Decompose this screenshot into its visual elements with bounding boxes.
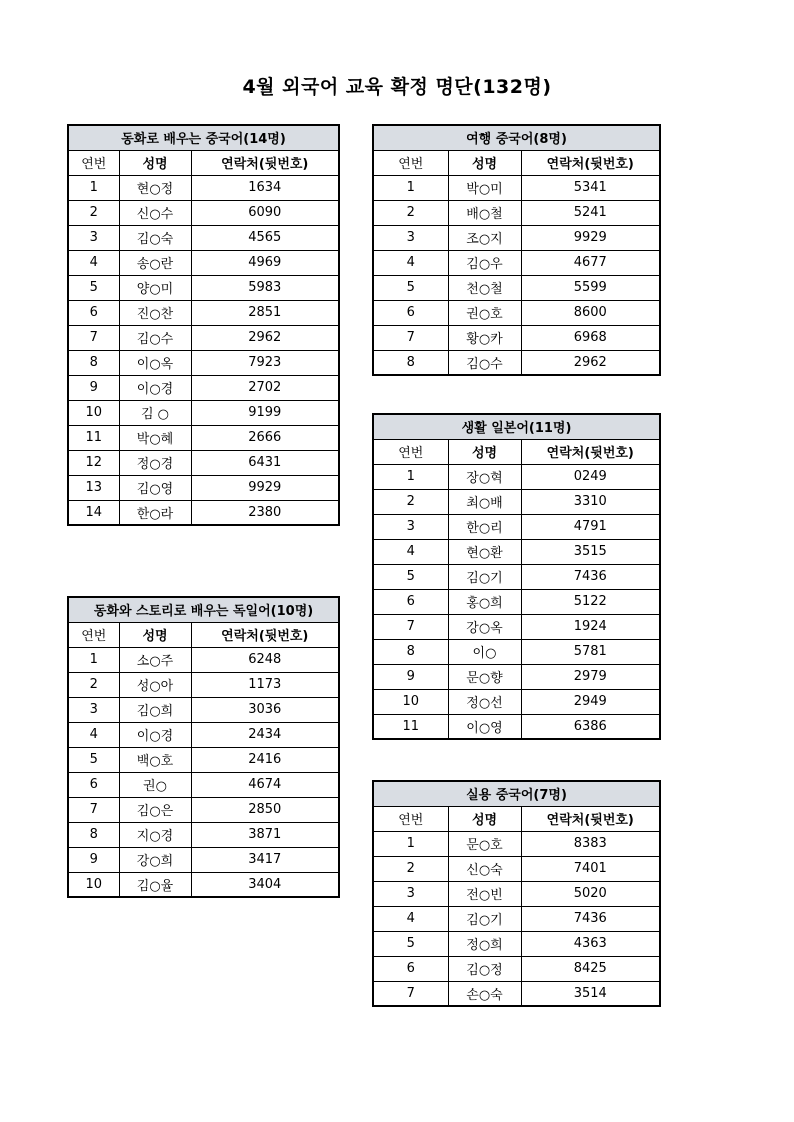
row-number: 10 bbox=[373, 689, 448, 714]
table-row bbox=[373, 300, 660, 325]
table-row bbox=[373, 175, 660, 200]
contact-number: 9199 bbox=[191, 400, 339, 425]
table-row bbox=[373, 856, 660, 881]
page-title: 4월 외국어 교육 확정 명단(132명) bbox=[242, 76, 552, 98]
row-number: 1 bbox=[373, 464, 448, 489]
row-number: 2 bbox=[373, 200, 448, 225]
table-row bbox=[373, 664, 660, 689]
table-row bbox=[373, 275, 660, 300]
row-number: 2 bbox=[373, 856, 448, 881]
person-name: 김○수 bbox=[119, 325, 191, 350]
row-number: 3 bbox=[373, 514, 448, 539]
column-header-no: 연번 bbox=[373, 439, 448, 464]
person-name: 이○경 bbox=[119, 722, 191, 747]
person-name: 현○환 bbox=[448, 539, 521, 564]
table-row bbox=[68, 647, 339, 672]
contact-number: 6248 bbox=[191, 647, 339, 672]
table-row bbox=[373, 539, 660, 564]
contact-number: 1173 bbox=[191, 672, 339, 697]
person-name: 문○호 bbox=[448, 831, 521, 856]
contact-number: 8600 bbox=[521, 300, 660, 325]
person-name: 양○미 bbox=[119, 275, 191, 300]
person-name: 이○영 bbox=[448, 714, 521, 739]
column-header-no: 연번 bbox=[373, 806, 448, 831]
contact-number: 2380 bbox=[191, 500, 339, 525]
row-number: 13 bbox=[68, 475, 119, 500]
table-row bbox=[68, 450, 339, 475]
table-row bbox=[373, 981, 660, 1006]
row-number: 11 bbox=[68, 425, 119, 450]
row-number: 6 bbox=[68, 772, 119, 797]
table-row bbox=[373, 831, 660, 856]
table-row bbox=[373, 931, 660, 956]
contact-number: 4565 bbox=[191, 225, 339, 250]
contact-number: 5241 bbox=[521, 200, 660, 225]
person-name: 홍○희 bbox=[448, 589, 521, 614]
column-header-name: 성명 bbox=[448, 439, 521, 464]
table-row bbox=[68, 250, 339, 275]
row-number: 4 bbox=[373, 906, 448, 931]
table-row bbox=[373, 250, 660, 275]
contact-number: 4363 bbox=[521, 931, 660, 956]
contact-number: 0249 bbox=[521, 464, 660, 489]
contact-number: 2851 bbox=[191, 300, 339, 325]
contact-number: 3514 bbox=[521, 981, 660, 1006]
person-name: 황○카 bbox=[448, 325, 521, 350]
contact-number: 1634 bbox=[191, 175, 339, 200]
table-title: 동화와 스토리로 배우는 독일어(10명) bbox=[68, 597, 339, 622]
contact-number: 7436 bbox=[521, 564, 660, 589]
row-number: 8 bbox=[373, 639, 448, 664]
column-header-name: 성명 bbox=[119, 150, 191, 175]
roster-table bbox=[372, 124, 661, 376]
column-header-contact: 연락처(뒷번호) bbox=[191, 150, 339, 175]
table-row bbox=[68, 400, 339, 425]
contact-number: 8425 bbox=[521, 956, 660, 981]
row-number: 2 bbox=[373, 489, 448, 514]
person-name: 한○라 bbox=[119, 500, 191, 525]
table-row bbox=[68, 772, 339, 797]
column-header-no: 연번 bbox=[68, 622, 119, 647]
table-row bbox=[68, 822, 339, 847]
row-number: 1 bbox=[373, 831, 448, 856]
row-number: 8 bbox=[68, 350, 119, 375]
row-number: 12 bbox=[68, 450, 119, 475]
contact-number: 2702 bbox=[191, 375, 339, 400]
table-row bbox=[373, 639, 660, 664]
table-row bbox=[373, 689, 660, 714]
table-row bbox=[373, 564, 660, 589]
table-row bbox=[373, 956, 660, 981]
person-name: 김○율 bbox=[119, 872, 191, 897]
contact-number: 2434 bbox=[191, 722, 339, 747]
table-row bbox=[68, 425, 339, 450]
table-row bbox=[373, 200, 660, 225]
table-title: 여행 중국어(8명) bbox=[373, 125, 660, 150]
roster-table bbox=[372, 780, 661, 1007]
contact-number: 5781 bbox=[521, 639, 660, 664]
contact-number: 5599 bbox=[521, 275, 660, 300]
person-name: 권○호 bbox=[448, 300, 521, 325]
person-name: 조○지 bbox=[448, 225, 521, 250]
row-number: 7 bbox=[373, 981, 448, 1006]
person-name: 김○기 bbox=[448, 906, 521, 931]
roster-table bbox=[67, 124, 340, 526]
person-name: 배○철 bbox=[448, 200, 521, 225]
table-row bbox=[68, 200, 339, 225]
contact-number: 5020 bbox=[521, 881, 660, 906]
contact-number: 6090 bbox=[191, 200, 339, 225]
contact-number: 2962 bbox=[521, 350, 660, 375]
person-name: 이○ bbox=[448, 639, 521, 664]
table-row bbox=[373, 514, 660, 539]
person-name: 송○란 bbox=[119, 250, 191, 275]
contact-number: 6386 bbox=[521, 714, 660, 739]
row-number: 9 bbox=[68, 375, 119, 400]
table-row bbox=[68, 325, 339, 350]
table-row bbox=[68, 475, 339, 500]
person-name: 박○미 bbox=[448, 175, 521, 200]
table-title: 실용 중국어(7명) bbox=[373, 781, 660, 806]
roster-table bbox=[67, 596, 340, 898]
table-row bbox=[68, 350, 339, 375]
person-name: 박○혜 bbox=[119, 425, 191, 450]
person-name: 장○혁 bbox=[448, 464, 521, 489]
table-row bbox=[68, 375, 339, 400]
row-number: 7 bbox=[373, 325, 448, 350]
row-number: 2 bbox=[68, 672, 119, 697]
row-number: 3 bbox=[373, 225, 448, 250]
row-number: 9 bbox=[373, 664, 448, 689]
contact-number: 3310 bbox=[521, 489, 660, 514]
table-title: 동화로 배우는 중국어(14명) bbox=[68, 125, 339, 150]
contact-number: 3417 bbox=[191, 847, 339, 872]
roster-table bbox=[372, 413, 661, 740]
contact-number: 2979 bbox=[521, 664, 660, 689]
row-number: 6 bbox=[68, 300, 119, 325]
person-name: 전○빈 bbox=[448, 881, 521, 906]
table-row bbox=[373, 489, 660, 514]
row-number: 4 bbox=[373, 539, 448, 564]
table-row bbox=[373, 589, 660, 614]
contact-number: 6431 bbox=[191, 450, 339, 475]
person-name: 정○경 bbox=[119, 450, 191, 475]
contact-number: 9929 bbox=[191, 475, 339, 500]
table-row bbox=[68, 300, 339, 325]
contact-number: 2962 bbox=[191, 325, 339, 350]
contact-number: 5122 bbox=[521, 589, 660, 614]
row-number: 5 bbox=[68, 747, 119, 772]
contact-number: 4969 bbox=[191, 250, 339, 275]
contact-number: 3871 bbox=[191, 822, 339, 847]
table-row bbox=[68, 872, 339, 897]
person-name: 강○희 bbox=[119, 847, 191, 872]
person-name: 강○옥 bbox=[448, 614, 521, 639]
table-row bbox=[68, 747, 339, 772]
row-number: 3 bbox=[373, 881, 448, 906]
contact-number: 5341 bbox=[521, 175, 660, 200]
table-row bbox=[68, 847, 339, 872]
person-name: 진○찬 bbox=[119, 300, 191, 325]
person-name: 현○정 bbox=[119, 175, 191, 200]
row-number: 7 bbox=[373, 614, 448, 639]
contact-number: 3036 bbox=[191, 697, 339, 722]
row-number: 11 bbox=[373, 714, 448, 739]
contact-number: 1924 bbox=[521, 614, 660, 639]
person-name: 한○리 bbox=[448, 514, 521, 539]
column-header-name: 성명 bbox=[448, 806, 521, 831]
table-row bbox=[68, 175, 339, 200]
table-row bbox=[68, 722, 339, 747]
person-name: 백○호 bbox=[119, 747, 191, 772]
row-number: 7 bbox=[68, 797, 119, 822]
row-number: 10 bbox=[68, 872, 119, 897]
contact-number: 3515 bbox=[521, 539, 660, 564]
person-name: 신○수 bbox=[119, 200, 191, 225]
table-row bbox=[373, 614, 660, 639]
contact-number: 2666 bbox=[191, 425, 339, 450]
row-number: 3 bbox=[68, 225, 119, 250]
row-number: 3 bbox=[68, 697, 119, 722]
person-name: 신○숙 bbox=[448, 856, 521, 881]
table-title: 생활 일본어(11명) bbox=[373, 414, 660, 439]
contact-number: 4677 bbox=[521, 250, 660, 275]
row-number: 4 bbox=[373, 250, 448, 275]
column-header-contact: 연락처(뒷번호) bbox=[521, 150, 660, 175]
contact-number: 2416 bbox=[191, 747, 339, 772]
row-number: 6 bbox=[373, 956, 448, 981]
person-name: 지○경 bbox=[119, 822, 191, 847]
table-row bbox=[373, 881, 660, 906]
person-name: 김○숙 bbox=[119, 225, 191, 250]
row-number: 5 bbox=[373, 275, 448, 300]
row-number: 8 bbox=[68, 822, 119, 847]
row-number: 8 bbox=[373, 350, 448, 375]
person-name: 김○수 bbox=[448, 350, 521, 375]
person-name: 김 ○ bbox=[119, 400, 191, 425]
row-number: 1 bbox=[68, 647, 119, 672]
row-number: 1 bbox=[373, 175, 448, 200]
row-number: 10 bbox=[68, 400, 119, 425]
person-name: 정○희 bbox=[448, 931, 521, 956]
contact-number: 3404 bbox=[191, 872, 339, 897]
column-header-contact: 연락처(뒷번호) bbox=[191, 622, 339, 647]
contact-number: 5983 bbox=[191, 275, 339, 300]
column-header-name: 성명 bbox=[119, 622, 191, 647]
row-number: 5 bbox=[373, 931, 448, 956]
person-name: 김○기 bbox=[448, 564, 521, 589]
table-row bbox=[373, 714, 660, 739]
person-name: 이○경 bbox=[119, 375, 191, 400]
person-name: 김○정 bbox=[448, 956, 521, 981]
contact-number: 6968 bbox=[521, 325, 660, 350]
row-number: 6 bbox=[373, 589, 448, 614]
table-row bbox=[68, 797, 339, 822]
row-number: 1 bbox=[68, 175, 119, 200]
contact-number: 9929 bbox=[521, 225, 660, 250]
contact-number: 4674 bbox=[191, 772, 339, 797]
table-row bbox=[373, 325, 660, 350]
column-header-no: 연번 bbox=[373, 150, 448, 175]
row-number: 9 bbox=[68, 847, 119, 872]
person-name: 천○철 bbox=[448, 275, 521, 300]
person-name: 정○선 bbox=[448, 689, 521, 714]
row-number: 6 bbox=[373, 300, 448, 325]
contact-number: 2850 bbox=[191, 797, 339, 822]
table-row bbox=[68, 500, 339, 525]
person-name: 문○향 bbox=[448, 664, 521, 689]
person-name: 김○영 bbox=[119, 475, 191, 500]
person-name: 소○주 bbox=[119, 647, 191, 672]
person-name: 최○배 bbox=[448, 489, 521, 514]
contact-number: 7401 bbox=[521, 856, 660, 881]
table-row bbox=[373, 464, 660, 489]
contact-number: 4791 bbox=[521, 514, 660, 539]
row-number: 5 bbox=[68, 275, 119, 300]
row-number: 4 bbox=[68, 722, 119, 747]
person-name: 권○ bbox=[119, 772, 191, 797]
row-number: 4 bbox=[68, 250, 119, 275]
contact-number: 7923 bbox=[191, 350, 339, 375]
person-name: 김○희 bbox=[119, 697, 191, 722]
row-number: 7 bbox=[68, 325, 119, 350]
column-header-contact: 연락처(뒷번호) bbox=[521, 439, 660, 464]
contact-number: 7436 bbox=[521, 906, 660, 931]
contact-number: 2949 bbox=[521, 689, 660, 714]
person-name: 김○은 bbox=[119, 797, 191, 822]
column-header-contact: 연락처(뒷번호) bbox=[521, 806, 660, 831]
table-row bbox=[68, 225, 339, 250]
table-row bbox=[373, 906, 660, 931]
person-name: 이○옥 bbox=[119, 350, 191, 375]
table-row bbox=[373, 350, 660, 375]
contact-number: 8383 bbox=[521, 831, 660, 856]
column-header-no: 연번 bbox=[68, 150, 119, 175]
table-row bbox=[68, 672, 339, 697]
row-number: 5 bbox=[373, 564, 448, 589]
person-name: 손○숙 bbox=[448, 981, 521, 1006]
table-row bbox=[68, 275, 339, 300]
table-row bbox=[68, 697, 339, 722]
person-name: 성○아 bbox=[119, 672, 191, 697]
row-number: 14 bbox=[68, 500, 119, 525]
row-number: 2 bbox=[68, 200, 119, 225]
person-name: 김○우 bbox=[448, 250, 521, 275]
table-row bbox=[373, 225, 660, 250]
column-header-name: 성명 bbox=[448, 150, 521, 175]
